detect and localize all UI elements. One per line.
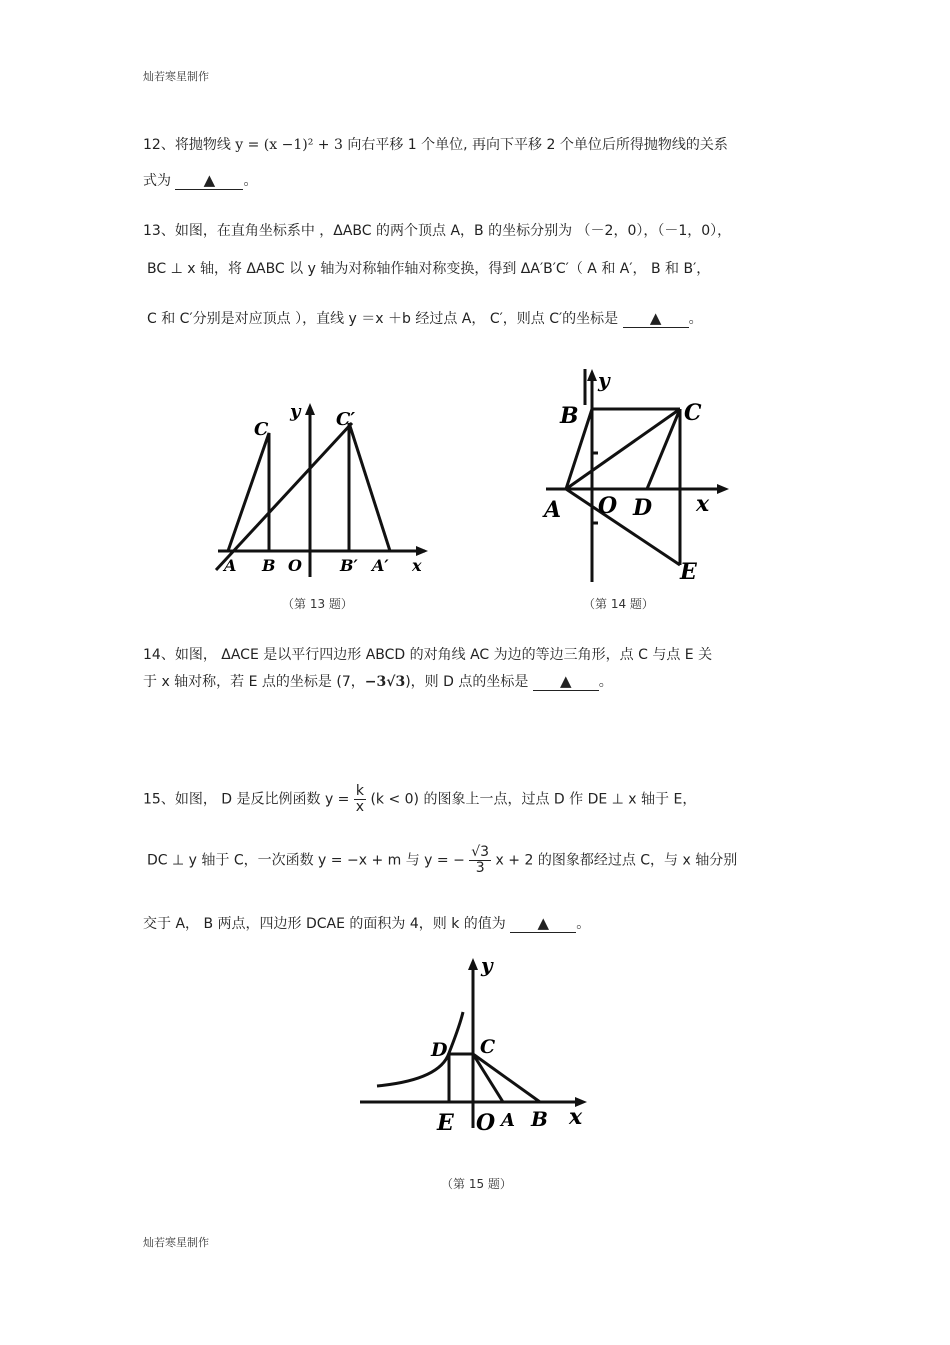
q15-line3 [143,913,590,933]
caption-13: （第 13 题） [282,597,353,611]
answer-blank-13[interactable] [623,309,689,328]
q14-text-b: )，则 D 点的坐标是 [405,674,529,690]
label-D: D [431,1039,448,1061]
triangle-marker-icon: ▲ [537,914,549,932]
q12-line2 [143,170,257,190]
q12-line1 [143,134,728,154]
label-C-prime: C′ [336,409,356,430]
q14-text-a: 于 x 轴对称，若 E 点的坐标是 (7， [143,674,365,690]
q14-coord: −3√3 [364,674,406,690]
label-O: O [598,493,618,519]
q15-text-a: 15、如图， D 是反比例函数 y = [143,791,350,808]
q12-text-a: 12、将抛物线 [143,137,236,153]
fraction-k-over-x [354,784,366,815]
caption-14: （第 14 题） [583,597,654,611]
q14-line2 [143,671,613,691]
label-y: y [598,368,610,392]
figure-14 [540,365,740,587]
q12-formula: y = (x −1)² + 3 [235,137,343,153]
q13-end: 。 [688,311,703,327]
label-C: C [684,400,702,426]
q15-text-b: (k < 0) 的图象上一点，过点 D 作 DE ⊥ x 轴于 E， [370,791,697,808]
q12-end: 。 [243,173,258,189]
q15-line2 [147,845,737,876]
q13-line2: BC ⊥ x 轴，将 ΔABC 以 y 轴为对称轴作轴对称变换，得到 ΔA′B′C′（ A 和 A′， B 和 B′， [147,261,711,277]
label-C: C [480,1036,496,1058]
label-B: B [531,1107,548,1131]
frac-numerator: √3 [471,844,490,860]
q14-line1: 14、如图， ΔACE 是以平行四边形 ABCD 的对角线 AC 为边的等边三角形，点 C 与点 E 关 [143,647,713,663]
answer-blank-14[interactable] [533,672,599,691]
frac-numerator: k [355,783,364,799]
frac-denominator: x [355,799,365,815]
figure-15 [355,950,605,1140]
q12-text-c: 式为 [143,173,171,189]
answer-blank-12[interactable] [175,171,243,190]
label-x: x [569,1104,583,1130]
label-B: B [262,556,276,575]
q14-end: 。 [598,674,613,690]
q15-text-d: x + 2 的图象都经过点 C，与 x 轴分别 [495,852,738,869]
q15-text-e: 交于 A， B 两点，四边形 DCAE 的面积为 4，则 k 的值为 [143,916,506,932]
q15-line1 [143,784,696,815]
label-y: y [290,401,301,422]
q12-text-b: 向右平移 1 个单位, 再向下平移 2 个单位后所得抛物线的关系 [342,137,728,153]
triangle-marker-icon: ▲ [560,672,572,690]
label-y: y [481,953,493,977]
triangle-marker-icon: ▲ [649,309,662,327]
label-O: O [288,556,302,575]
label-B: B [560,403,579,429]
q15-end: 。 [576,916,591,932]
figure-13 [210,395,440,585]
label-E: E [680,559,697,585]
q13-text: C 和 C′分别是对应顶点 ），直线 y ＝x ＋b 经过点 A， C′，则点 C′的坐标是 [147,311,619,327]
label-A: A [501,1110,515,1131]
q13-line1: 13、如图，在直角坐标系中 ，ΔABC 的两个顶点 A，B 的坐标分别为 （－2，0），（－1，0）， [143,223,732,239]
label-E: E [437,1110,454,1136]
fraction-sqrt3-over-3 [469,845,491,876]
label-C: C [254,419,269,440]
label-A: A [544,497,562,523]
triangle-marker-icon: ▲ [203,171,216,189]
label-O: O [476,1110,496,1136]
page-footer: 灿若寒星制作 [143,1236,209,1249]
q15-text-c: DC ⊥ y 轴于 C，一次函数 y = −x + m 与 y = − [147,852,465,869]
label-x: x [412,556,422,575]
label-x: x [696,491,710,517]
label-B-prime: B′ [340,556,358,575]
caption-15: （第 15 题） [441,1177,512,1191]
answer-blank-15[interactable] [510,914,576,933]
label-A-prime: A′ [372,556,389,575]
frac-denominator: 3 [475,860,485,876]
q13-line3 [147,308,703,328]
label-D: D [633,495,653,521]
page-header: 灿若寒星制作 [143,70,209,83]
label-A: A [224,556,237,575]
